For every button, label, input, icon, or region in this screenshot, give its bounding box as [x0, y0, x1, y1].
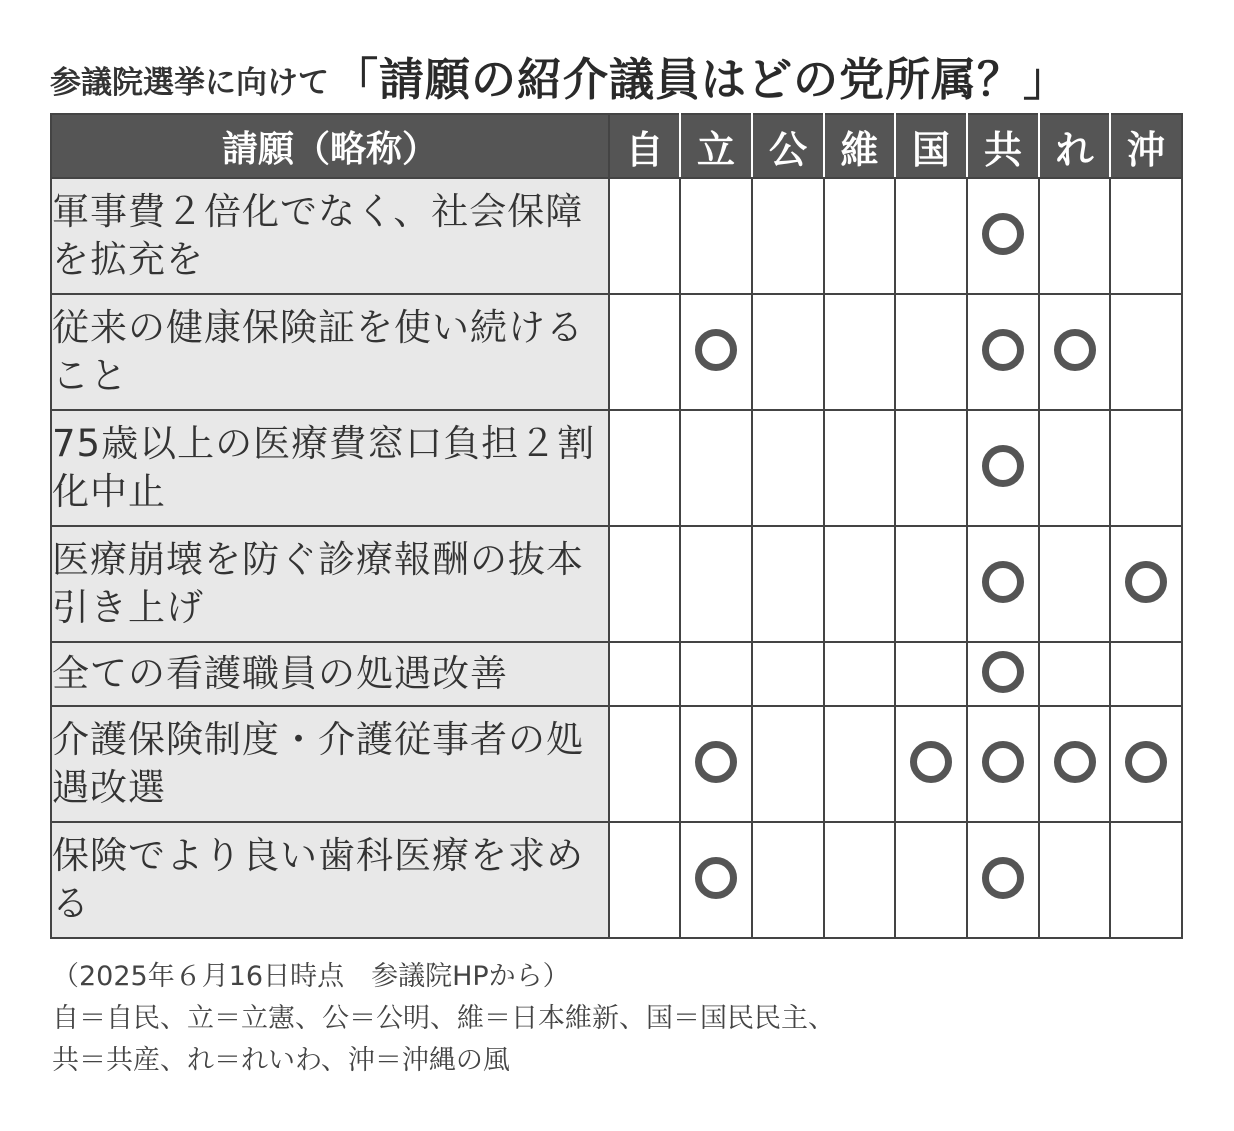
footnote-source: （2025年６月16日時点 参議院HPから）: [52, 961, 570, 992]
mark-cell: [680, 822, 752, 938]
header-party-4: 国: [895, 114, 967, 178]
table-row: [51, 294, 1182, 410]
mark-cell: [752, 526, 824, 642]
mark-cell: [1110, 410, 1182, 526]
mark-cell: [967, 178, 1039, 294]
petition-name: 全ての看護職員の処遇改善: [51, 642, 609, 706]
petition-name: 保険でより良い歯科医療を求める: [51, 822, 609, 938]
mark-cell: [967, 294, 1039, 410]
mark-cell: [609, 706, 680, 822]
mark-cell: [1039, 526, 1110, 642]
petition-name: 軍事費２倍化でなく、社会保障を拡充を: [51, 178, 609, 294]
mark-cell: [824, 526, 895, 642]
circle-mark: [982, 445, 1024, 487]
mark-cell: [609, 410, 680, 526]
mark-cell: [895, 706, 967, 822]
table-row: [51, 178, 1182, 294]
mark-cell: [752, 822, 824, 938]
circle-mark: [1125, 741, 1167, 783]
mark-cell: [1110, 706, 1182, 822]
petition-name: 医療崩壊を防ぐ診療報酬の抜本引き上げ: [51, 526, 609, 642]
footnote-legend-2: 共＝共産、れ＝れいわ、沖＝沖縄の風: [52, 1045, 510, 1076]
mark-cell: [895, 294, 967, 410]
table-row: [51, 410, 1182, 526]
mark-cell: [967, 526, 1039, 642]
petition-name: 介護保険制度・介護従事者の処遇改選: [51, 706, 609, 822]
mark-cell: [1110, 822, 1182, 938]
mark-cell: [895, 178, 967, 294]
footnote-legend-1: 自＝自民、立＝立憲、公＝公明、維＝日本維新、国＝国民民主、: [52, 1003, 835, 1034]
circle-mark: [1125, 561, 1167, 603]
table-row: [51, 706, 1182, 822]
circle-mark: [695, 857, 737, 899]
mark-cell: [752, 642, 824, 706]
mark-cell: [824, 294, 895, 410]
header-party-3: 維: [824, 114, 895, 178]
circle-mark: [982, 857, 1024, 899]
mark-cell: [680, 178, 752, 294]
mark-cell: [967, 410, 1039, 526]
mark-cell: [1110, 178, 1182, 294]
header-petition-label: 請願（略称）: [51, 114, 609, 178]
mark-cell: [967, 642, 1039, 706]
title-main: 「請願の紹介議員はどの党所属？」: [333, 53, 1070, 106]
mark-cell: [609, 526, 680, 642]
petition-name: 75歳以上の医療費窓口負担２割化中止: [51, 410, 609, 526]
circle-mark: [1054, 741, 1096, 783]
mark-cell: [609, 294, 680, 410]
table-row: [51, 526, 1182, 642]
header-party-6: れ: [1039, 114, 1110, 178]
mark-cell: [680, 642, 752, 706]
mark-cell: [680, 526, 752, 642]
mark-cell: [967, 822, 1039, 938]
header-party-1: 立: [680, 114, 752, 178]
mark-cell: [680, 294, 752, 410]
mark-cell: [1110, 294, 1182, 410]
circle-mark: [695, 329, 737, 371]
petition-name: 従来の健康保険証を使い続けること: [51, 294, 609, 410]
circle-mark: [1054, 329, 1096, 371]
mark-cell: [895, 822, 967, 938]
table-row: [51, 822, 1182, 938]
mark-cell: [895, 410, 967, 526]
mark-cell: [1110, 526, 1182, 642]
mark-cell: [895, 642, 967, 706]
footnote: [52, 956, 835, 1082]
mark-cell: [1039, 706, 1110, 822]
chart-title: [50, 38, 1069, 108]
mark-cell: [1039, 822, 1110, 938]
mark-cell: [895, 526, 967, 642]
mark-cell: [1039, 410, 1110, 526]
header-party-7: 沖: [1110, 114, 1182, 178]
mark-cell: [1039, 642, 1110, 706]
mark-cell: [752, 294, 824, 410]
mark-cell: [824, 178, 895, 294]
mark-cell: [1039, 294, 1110, 410]
header-party-2: 公: [752, 114, 824, 178]
mark-cell: [824, 706, 895, 822]
mark-cell: [609, 642, 680, 706]
mark-cell: [824, 642, 895, 706]
mark-cell: [752, 706, 824, 822]
petition-table: [50, 113, 1183, 939]
mark-cell: [680, 706, 752, 822]
mark-cell: [967, 706, 1039, 822]
circle-mark: [695, 741, 737, 783]
table-body: [51, 178, 1182, 938]
header-party-0: 自: [609, 114, 680, 178]
mark-cell: [609, 178, 680, 294]
circle-mark: [982, 651, 1024, 693]
mark-cell: [1110, 642, 1182, 706]
mark-cell: [609, 822, 680, 938]
mark-cell: [752, 178, 824, 294]
mark-cell: [752, 410, 824, 526]
circle-mark: [982, 561, 1024, 603]
circle-mark: [910, 741, 952, 783]
mark-cell: [1039, 178, 1110, 294]
title-prefix: 参議院選挙に向けて: [50, 65, 329, 101]
mark-cell: [824, 410, 895, 526]
mark-cell: [680, 410, 752, 526]
header-party-5: 共: [967, 114, 1039, 178]
table-row: [51, 642, 1182, 706]
circle-mark: [982, 329, 1024, 371]
circle-mark: [982, 741, 1024, 783]
header-row: [51, 114, 1182, 178]
circle-mark: [982, 213, 1024, 255]
mark-cell: [824, 822, 895, 938]
